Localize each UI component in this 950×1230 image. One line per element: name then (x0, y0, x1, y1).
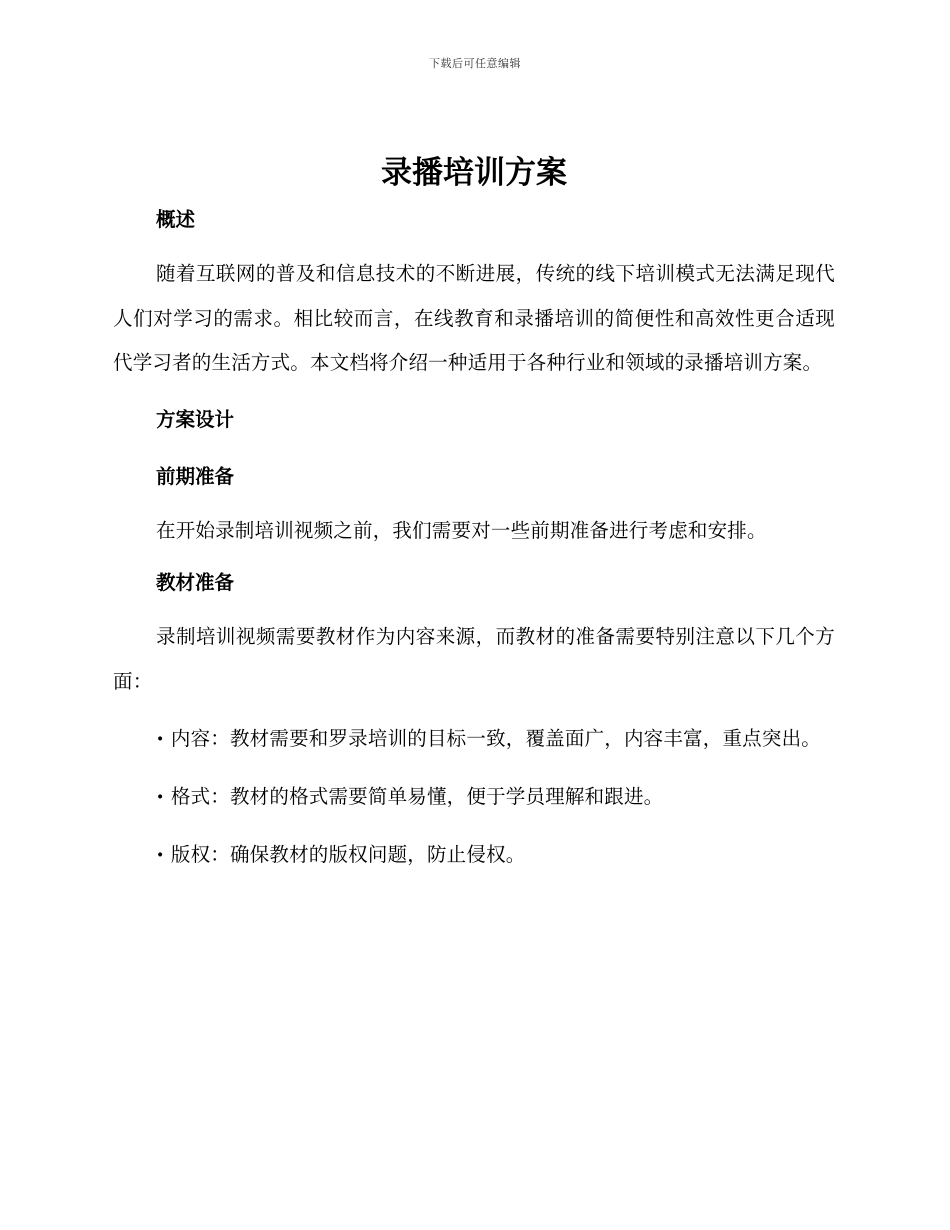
bullet-text: 版权：确保教材的版权问题，防止侵权。 (170, 842, 526, 866)
bullet-icon: • (156, 731, 165, 748)
overview-paragraph: 随着互联网的普及和信息技术的不断进展，传统的线下培训模式无法满足现代人们对学习的需求。相比较而言，在线教育和录播培训的简便性和高效性更合适现代学习者的生活方式。本文档将介绍一种适用于各种行业和领域的录播培训方案。 (113, 262, 835, 374)
bullet-item-copyright (113, 833, 835, 878)
bullet-text: 内容：教材需要和罗录培训的目标一致，覆盖面广，内容丰富，重点突出。 (170, 727, 821, 750)
document-title: 录播培训方案 (381, 155, 567, 191)
design-heading: 方案设计 (156, 407, 235, 431)
bullet-text: 格式：教材的格式需要简单易懂，便于学员理解和跟进。 (170, 784, 664, 808)
prep-heading: 前期准备 (156, 464, 235, 488)
bullet-item-format (113, 775, 835, 820)
bullet-icon: • (156, 846, 165, 863)
header-note: 下载后可任意编辑 (429, 57, 521, 70)
prep-paragraph: 在开始录制培训视频之前，我们需要对一些前期准备进行考虑和安排。 (156, 518, 767, 542)
overview-heading: 概述 (156, 208, 196, 231)
bullet-icon: • (156, 789, 165, 805)
materials-paragraph: 录制培训视频需要教材作为内容来源，而教材的准备需要特别注意以下几个方面： (113, 625, 835, 693)
bullet-item-content (113, 717, 835, 762)
document-body (113, 148, 835, 877)
materials-heading: 教材准备 (156, 571, 235, 594)
